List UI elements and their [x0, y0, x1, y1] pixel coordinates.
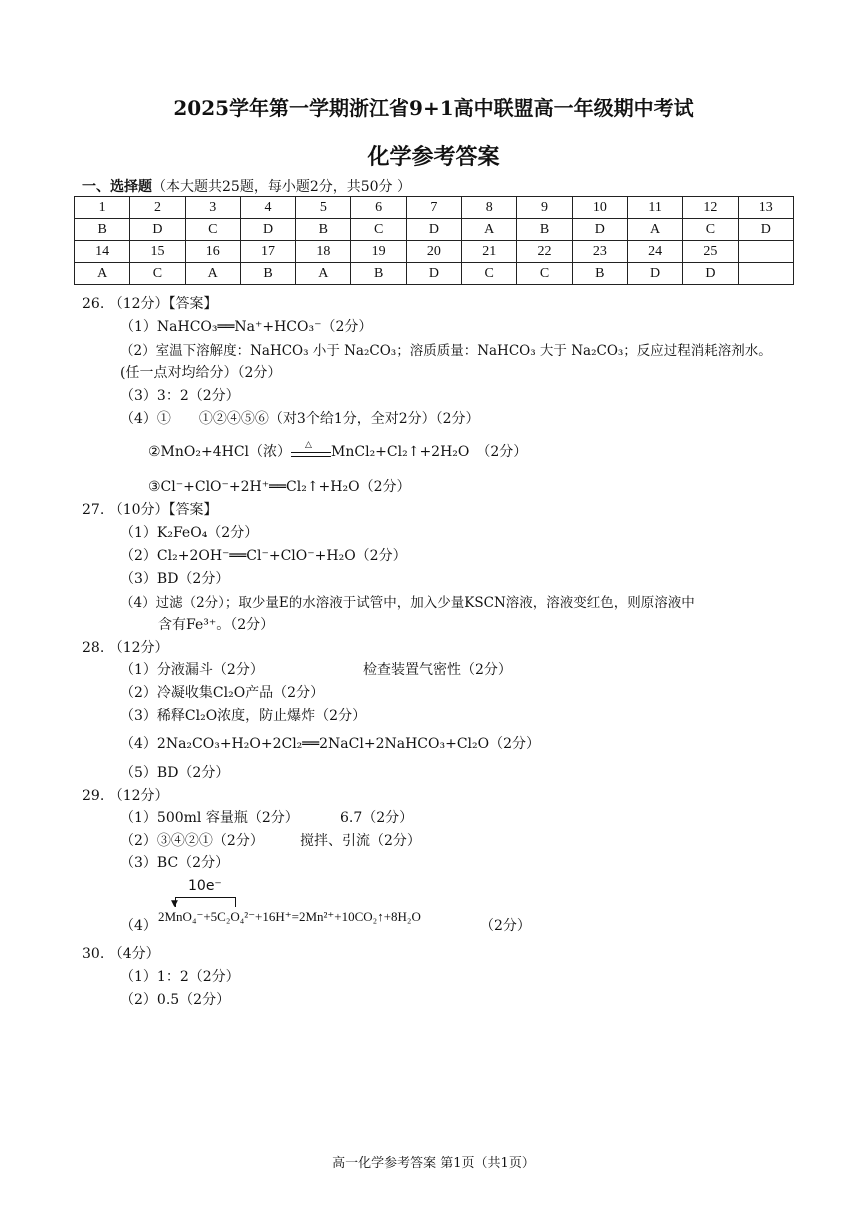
table-cell: 5 — [296, 197, 351, 219]
q28-line-1b: 检查装置气密性（2分） — [363, 662, 512, 678]
q26-line-1: （1）NaHCO₃══Na⁺+HCO₃⁻（2分） — [120, 319, 373, 335]
table-cell: D — [627, 263, 682, 285]
table-row — [75, 263, 794, 285]
q27-line-1: （1）K₂FeO₄（2分） — [120, 525, 259, 541]
q29-line-2a: （2）③④②①（2分） — [120, 833, 264, 849]
table-cell: 4 — [240, 197, 295, 219]
table-cell: 11 — [627, 197, 682, 219]
table-cell: A — [75, 263, 130, 285]
table-cell: 9 — [517, 197, 572, 219]
q29-line-4-equation: 2MnO₄⁻+5C₂O₄²⁻+16H⁺=2Mn²⁺+10CO₂↑+8H₂O — [158, 909, 421, 924]
table-row — [75, 219, 794, 241]
table-cell: C — [683, 219, 738, 241]
q29-line-1b: 6.7（2分） — [340, 810, 414, 826]
table-cell: A — [296, 263, 351, 285]
table-cell — [738, 263, 793, 285]
q26-line-6: ③Cl⁻+ClO⁻+2H⁺══Cl₂↑+H₂O（2分） — [148, 479, 411, 495]
table-cell: C — [462, 263, 517, 285]
q26-heading: 26. （12分）【答案】 — [82, 296, 218, 312]
table-cell: A — [462, 219, 517, 241]
table-cell: A — [627, 219, 682, 241]
section-title: 一、选择题 — [82, 179, 152, 195]
q26-line-3: （3）3：2（2分） — [120, 388, 240, 404]
table-cell: D — [240, 219, 295, 241]
q29-line-2b: 搅拌、引流（2分） — [300, 833, 421, 849]
table-cell: 21 — [462, 241, 517, 263]
table-cell: 16 — [185, 241, 240, 263]
q27-line-4: （4）过滤（2分）；取少量E的水溶液于试管中，加入少量KSCN溶液，溶液变红色，则原溶液中 — [120, 595, 695, 611]
table-row — [75, 241, 794, 263]
table-cell: 13 — [738, 197, 793, 219]
q29-line-3: （3）BC（2分） — [120, 855, 230, 871]
table-cell: 8 — [462, 197, 517, 219]
table-cell: C — [517, 263, 572, 285]
table-cell: C — [185, 219, 240, 241]
table-cell: 25 — [683, 241, 738, 263]
table-cell: B — [240, 263, 295, 285]
table-cell: 7 — [406, 197, 461, 219]
q26-line-2: （2）室温下溶解度：NaHCO₃ 小于 Na₂CO₃；溶质质量：NaHCO₃ 大于 Na₂CO₃；反应过程消耗溶剂水。 — [120, 343, 772, 359]
table-cell — [738, 241, 793, 263]
table-cell: B — [572, 263, 627, 285]
table-cell: 23 — [572, 241, 627, 263]
q29-heading: 29. （12分） — [82, 788, 169, 804]
q28-line-2: （2）冷凝收集Cl₂O产品（2分） — [120, 685, 325, 701]
arrow-down-icon: ▼ — [171, 899, 178, 909]
table-cell: D — [406, 219, 461, 241]
table-cell: 17 — [240, 241, 295, 263]
heating-condition-sign — [291, 440, 331, 460]
table-cell: B — [75, 219, 130, 241]
electron-arrow-right — [235, 897, 236, 907]
q29-line-1a: （1）500ml 容量瓶（2分） — [120, 810, 299, 826]
q27-line-4b: 含有Fe³⁺。（2分） — [158, 617, 275, 633]
table-cell: D — [683, 263, 738, 285]
table-cell: B — [296, 219, 351, 241]
table-row — [75, 197, 794, 219]
answer-table — [74, 196, 794, 285]
heat-triangle-icon: △ — [305, 440, 312, 450]
electron-transfer-bracket — [175, 897, 235, 898]
q26-line-2b: (任一点对均给分）（2分） — [120, 365, 282, 381]
q28-line-1a: （1）分液漏斗（2分） — [120, 662, 264, 678]
electron-transfer-label: 10e⁻ — [188, 878, 222, 894]
table-cell: C — [351, 219, 406, 241]
q30-heading: 30. （4分） — [82, 946, 160, 962]
table-cell: B — [517, 219, 572, 241]
exam-title: 2025学年第一学期浙江省9+1高中联盟高一年级期中考试 — [173, 96, 694, 120]
equation-left: ②MnO₂+4HCl（浓） — [148, 444, 292, 460]
table-cell: D — [572, 219, 627, 241]
table-cell: 12 — [683, 197, 738, 219]
page-footer: 高一化学参考答案 第1页（共1页） — [332, 1156, 535, 1171]
table-cell: 22 — [517, 241, 572, 263]
q26-line-4: （4）① ①②④⑤⑥（对3个给1分，全对2分）（2分） — [120, 411, 480, 427]
table-cell: 2 — [130, 197, 185, 219]
section-heading — [82, 176, 411, 196]
table-cell: 6 — [351, 197, 406, 219]
table-cell: 15 — [130, 241, 185, 263]
table-cell: 19 — [351, 241, 406, 263]
q30-line-1: （1）1：2（2分） — [120, 969, 240, 985]
table-cell: 24 — [627, 241, 682, 263]
table-cell: B — [351, 263, 406, 285]
q28-line-4: （4）2Na₂CO₃+H₂O+2Cl₂══2NaCl+2NaHCO₃+Cl₂O（2分） — [120, 736, 541, 752]
table-cell: C — [130, 263, 185, 285]
table-cell: D — [130, 219, 185, 241]
q26-line-5 — [148, 441, 527, 461]
q28-line-3: （3）稀释Cl₂O浓度，防止爆炸（2分） — [120, 708, 367, 724]
table-cell: A — [185, 263, 240, 285]
q28-line-5: （5）BD（2分） — [120, 765, 230, 781]
q29-line-4-score: （2分） — [480, 918, 531, 934]
table-cell: 3 — [185, 197, 240, 219]
table-cell: D — [738, 219, 793, 241]
table-cell: 14 — [75, 241, 130, 263]
section-note: （本大题共25题，每小题2分，共50分 ） — [152, 179, 411, 195]
table-cell: 1 — [75, 197, 130, 219]
table-cell: 18 — [296, 241, 351, 263]
q27-line-3: （3）BD（2分） — [120, 571, 230, 587]
q27-line-2: （2）Cl₂+2OH⁻══Cl⁻+ClO⁻+H₂O（2分） — [120, 548, 407, 564]
q30-line-2: （2）0.5（2分） — [120, 992, 231, 1008]
table-cell: D — [406, 263, 461, 285]
q28-heading: 28. （12分） — [82, 640, 169, 656]
equation-right: MnCl₂+Cl₂↑+2H₂O （2分） — [331, 444, 528, 460]
page-subtitle: 化学参考答案 — [367, 145, 500, 170]
q29-line-4-number: （4） — [120, 918, 157, 934]
table-cell: 20 — [406, 241, 461, 263]
table-cell: 10 — [572, 197, 627, 219]
q27-heading: 27. （10分）【答案】 — [82, 502, 218, 518]
